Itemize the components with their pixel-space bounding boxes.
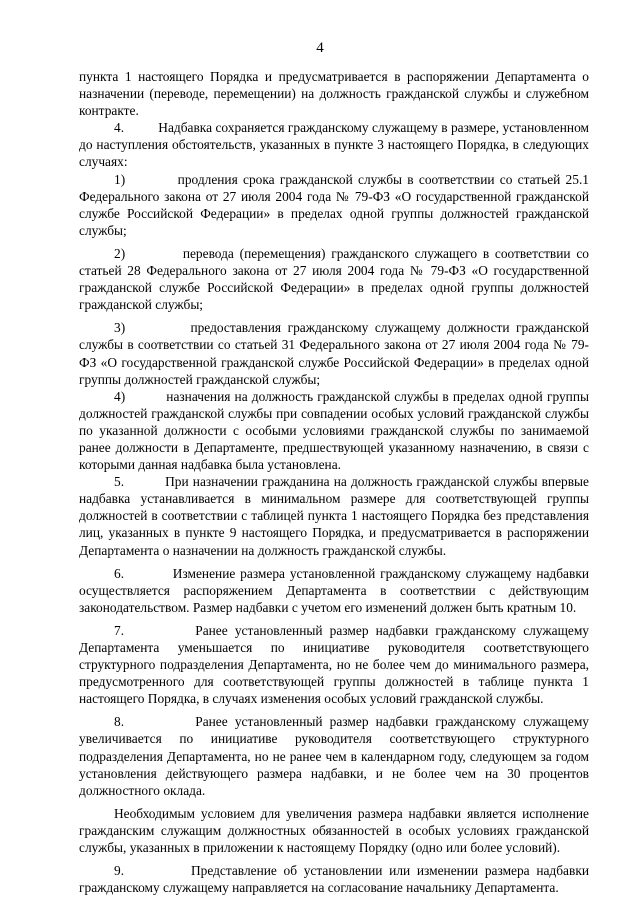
paragraph-continuation: пункта 1 настоящего Порядка и предусматривается в распоряжении Департамента о назначении (переводе, перемещении) на должность гражданской службы и служебном контракте. (79, 69, 589, 119)
subitem-4: 4) назначения на должность гражданской службы в пределах одной группы должностей гражданской службы при совпадении особых условий гражданской службы по указанной должности с особыми условиями гражданской службы по занимаемой ранее должности в Департаменте, предшествующей указанному назначению, в связи с которыми данная надбавка была установлена. (79, 388, 589, 473)
paragraph-item-4: 4. Надбавка сохраняется гражданскому служащему в размере, установленном до наступления обстоятельств, указанных в пункте 3 настоящего Порядка, в следующих случаях: (79, 120, 589, 170)
subitem-3: 3) предоставления гражданскому служащему должности гражданской службы в соответствии со статьей 31 Федерального закона от 27 июля 2004 года № 79-ФЗ «О государственной гражданской службе Российской Федерации» в пределах одной группы должностей гражданской службы; (79, 320, 589, 387)
page-number: 4 (316, 40, 324, 56)
paragraph-item-8: 8. Ранее установленный размер надбавки гражданскому служащему увеличивается по инициативе руководителя соответствующего структурного подразделения Департамента, но не ранее чем в календарном году, следующем за годом установления действующего размера надбавки, и не более чем на 30 процентов должностного оклада. (79, 714, 589, 798)
paragraph-condition: Необходимым условием для увеличения размера надбавки является исполнение гражданским служащим должностных обязанностей в особых условиях гражданской службы, указанных в приложении к настоящему Порядку (одно или более условий). (79, 805, 589, 856)
subitem-1: 1) продления срока гражданской службы в соответствии со статьей 25.1 Федерального закона от 27 июля 2004 года № 79-ФЗ «О государственной гражданской службе Российской Федерации» в пределах одной группы должностей гражданской службы; (79, 171, 589, 238)
paragraph-item-6: 6. Изменение размера установленной гражданскому служащему надбавки осуществляется распоряжением Департамента в соответствии с действующим законодательством. Размер надбавки с учетом его изменений должен быть кратным 10. (79, 565, 589, 615)
subitem-2: 2) перевода (перемещения) гражданского служащего в соответствии со статьей 28 Федерального закона от 27 июля 2004 года № 79-ФЗ «О государственной гражданской службе Российской Федерации» в пределах одной группы должностей гражданской службы; (79, 245, 589, 313)
paragraph-item-7: 7. Ранее установленный размер надбавки гражданскому служащему Департамента уменьшается по инициативе руководителя соответствующего структурного подразделения Департамента, но не более чем до минимального размера, предусмотренного для соответствующей группы должностей в таблице пункта 1 настоящего Порядка, в случаях изменения особых условий гражданской службы. (79, 622, 589, 707)
paragraph-item-5: 5. При назначении гражданина на должность гражданской службы впервые надбавка устанавливается в минимальном размере для соответствующей группы должностей в соответствии с таблицей пункта 1 настоящего Порядка без представления лиц, указанных в пункте 9 настоящего Порядка, и предусматривается в распоряжении Департамента о назначении на должность гражданской службы. (79, 474, 589, 558)
document-body (79, 68, 589, 896)
paragraph-item-9: 9. Представление об установлении или изменении размера надбавки гражданскому служащему направляется на согласование начальнику Департамента. (79, 863, 589, 896)
